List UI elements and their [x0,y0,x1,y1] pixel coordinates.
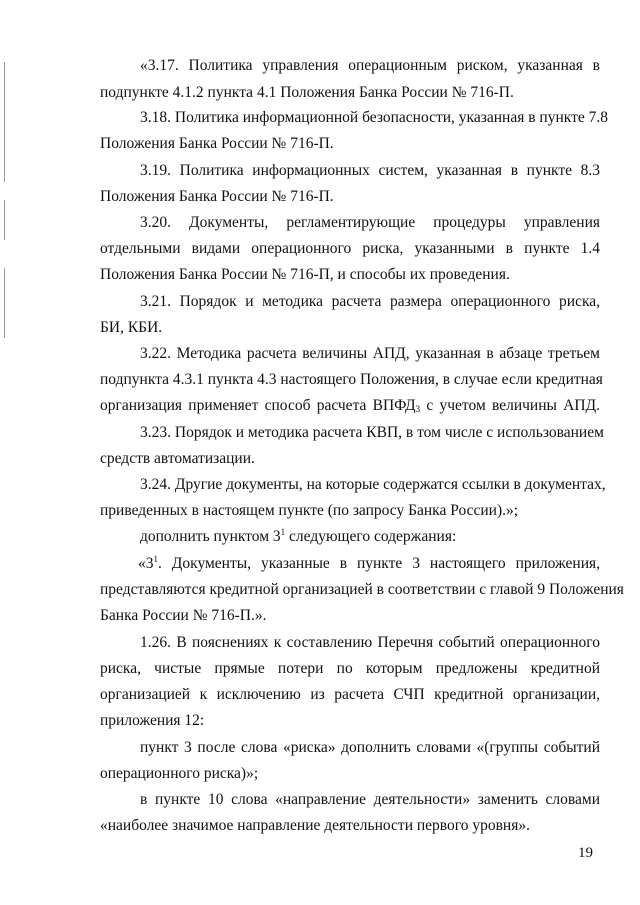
text-line [138,553,600,575]
text-line: 3.20. Документы, регламентирующие процедуры управления [140,214,600,231]
text-fragment: . Документы, указанные в пункте 3 настоящего приложения, [158,555,600,572]
text-line: 3.23. Порядок и методика расчета КВП, в том числе с использованием [140,424,604,441]
text-line: организацией к исключению из расчета СЧП кредитной организации, [100,686,600,703]
text-line: «наиболее значимое направление деятельности первого уровня». [100,817,530,834]
text-line: приложения 12: [100,712,205,729]
text-line: подпункта 4.3.1 пункта 4.3 настоящего Положения, в случае если кредитная [100,371,603,388]
text-line: отдельными видами операционного риска, указанными в пункте 1.4 [100,240,600,257]
text-line: 3.19. Политика информационных систем, указанная в пункте 8.3 [140,162,600,179]
text-fragment: следующего содержания: [285,528,457,545]
text-fragment: «3 [138,555,154,572]
superscript-index: 1 [153,554,158,564]
text-line: пункт 3 после слова «риска» дополнить словами «(группы событий [140,739,600,756]
text-line: 1.26. В пояснениях к составлению Перечня событий операционного [140,634,600,651]
text-line: Банка России № 716-П.». [100,607,267,624]
text-line: средств автоматизации. [100,450,255,467]
text-line: Положения Банка России № 716-П. [100,188,334,205]
text-line: 3.21. Порядок и методика расчета размера операционного риска, [140,293,600,310]
text-line: подпункте 4.1.2 пункта 4.1 Положения Банка России № 716-П. [100,84,514,101]
text-line: БИ, КБИ. [100,319,163,336]
scan-edge-mark [4,268,5,338]
text-line: «3.17. Политика управления операционным риском, указанная в [140,57,600,74]
superscript-index: 1 [280,527,286,537]
text-fragment: дополнить пунктом 3 [140,528,281,545]
text-line: 3.24. Другие документы, на которые содержатся ссылки в документах, [140,476,606,493]
scan-edge-mark [4,200,5,240]
text-line: риска, чистые прямые потери по которым предложены кредитной [100,660,600,677]
text-line [140,526,600,548]
text-line: 3.22. Методика расчета величины АПД, указанная в абзаце третьем [140,345,600,362]
page-number: 19 [578,845,593,861]
subscript-index: 3 [415,404,421,414]
text-fragment: организация применяет способ расчета ВПФД [100,397,416,414]
text-line: Положения Банка России № 716-П, и способы их проведения. [100,266,510,283]
text-line: операционного риска)»; [100,765,259,782]
text-line: в пункте 10 слова «направление деятельности» заменить словами [140,791,600,808]
text-fragment: с учетом величины АПД. [420,397,600,414]
text-line [100,395,600,417]
text-line: 3.18. Политика информационной безопасности, указанная в пункте 7.8 [140,109,608,126]
text-line: представляются кредитной организацией в соответствии с главой 9 Положения [100,581,624,598]
scan-edge-mark [4,62,5,182]
text-line: приведенных в настоящем пункте (по запросу Банка России).»; [100,502,519,519]
text-line: Положения Банка России № 716-П. [100,135,334,152]
